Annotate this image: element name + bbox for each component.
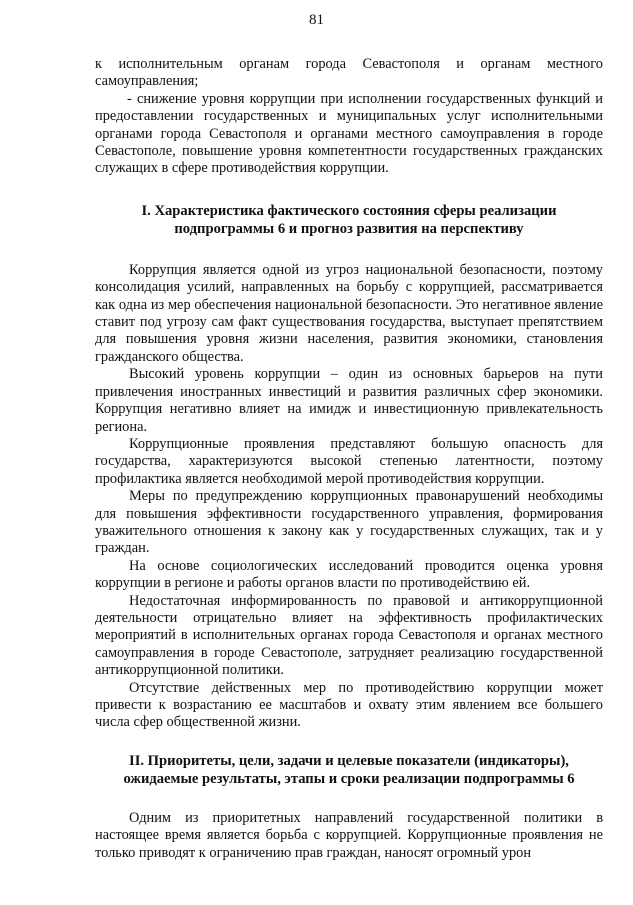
page-number: 81 <box>309 12 324 28</box>
intro-continuation: к исполнительным органам города Севастополя и органам местного самоуправления; <box>95 56 603 90</box>
section-1-paragraph: Коррупционные проявления представляют большую опасность для государства, характеризуются высокой степенью латентности, поэтому профилактика является необходимой мерой противодействия коррупции. <box>95 435 603 487</box>
section-1-paragraph: Недостаточная информированность по правовой и антикоррупционной деятельности отрицательно влияет на эффективность профилактических мероприятий в исполнительных органах города Севастополя и органах местного самоуправления в городе Севастополе, затрудняет реализацию государственной антикоррупционной политики. <box>95 592 603 679</box>
section-1-heading <box>95 202 603 238</box>
section-1-paragraph: Отсутствие действенных мер по противодействию коррупции может привести к возрастанию ее масштабов и охвату этим явлением все большего числа сфер общественной жизни. <box>95 679 603 731</box>
section-1-paragraph: На основе социологических исследований проводится оценка уровня коррупции в регионе и работы органов власти по противодействию ей. <box>95 557 603 592</box>
intro-bullet: - снижение уровня коррупции при исполнении государственных функций и предоставлении государственных и муниципальных услуг исполнительными органами города Севастополя и органами местного самоуправления в городе Севастополе, повышение уровня компетентности государственных гражданских служащих в сфере противодействия коррупции. <box>95 90 603 177</box>
section-1-paragraph: Высокий уровень коррупции – один из основных барьеров на пути привлечения иностранных инвестиций и развития различных сфер экономики. Коррупция негативно влияет на имидж и инвестиционную привлекательность региона. <box>95 366 603 435</box>
section-2-title-line-1: II. Приоритеты, цели, задачи и целевые показатели (индикаторы), <box>129 752 569 769</box>
section-1-title-line-2: подпрограммы 6 и прогноз развития на перспективу <box>174 220 524 237</box>
section-1-paragraph: Коррупция является одной из угроз национальной безопасности, поэтому консолидация усилий, направленных на борьбу с коррупцией, рассматривается как одна из мер обеспечения национальной безопасности. Это негативное явление ставит под угрозу сам факт существования государства, выступает препятствием для повышения уровня жизни населения, развития экономики, становления гражданского общества. <box>95 261 603 365</box>
section-2-paragraph: Одним из приоритетных направлений государственной политики в настоящее время является борьба с коррупцией. Коррупционные проявления не только приводят к ограничению прав граждан, наносят огромный урон <box>95 809 603 861</box>
page-content <box>95 56 603 862</box>
section-1-paragraph: Меры по предупреждению коррупционных правонарушений необходимы для повышения эффективности государственного управления, формирования уважительного отношения к закону как у государственных служащих, так и у граждан. <box>95 488 603 557</box>
section-2-heading <box>95 752 603 788</box>
section-1-title-line-1: I. Характеристика фактического состояния сферы реализации <box>141 202 557 219</box>
section-2-title-line-2: ожидаемые результаты, этапы и сроки реализации подпрограммы 6 <box>123 770 575 787</box>
